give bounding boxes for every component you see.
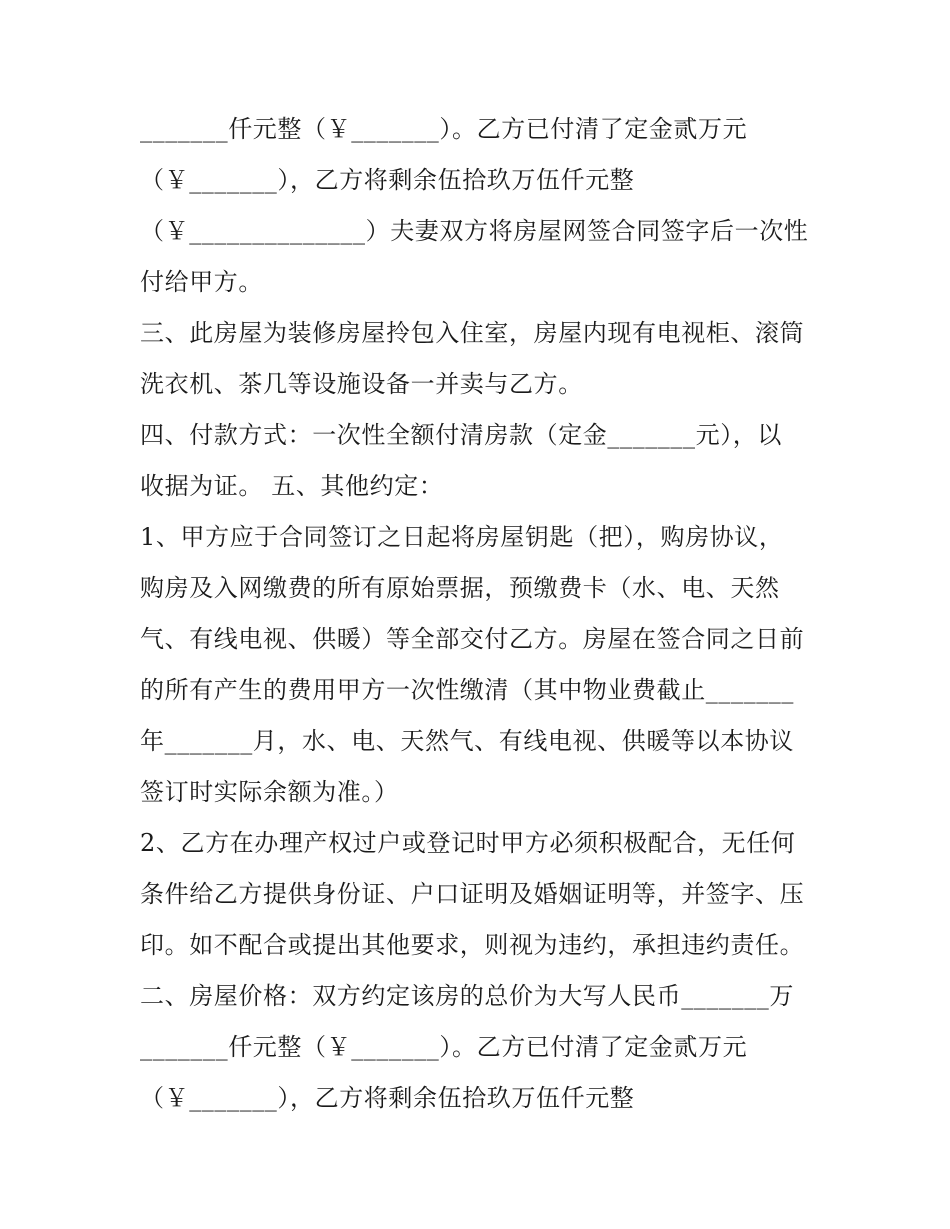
text-line: 购房及入网缴费的所有原始票据，预缴费卡（水、电、天然 [140, 574, 780, 602]
document-body [140, 104, 820, 1124]
text-line: _______仟元整（￥_______）。乙方已付清了定金贰万元 [140, 115, 748, 143]
text-line: 条件给乙方提供身份证、户口证明及婚姻证明等，并签字、压 [140, 880, 805, 908]
text-line: _______仟元整（￥_______）。乙方已付清了定金贰万元 [140, 1033, 748, 1061]
text-line: 洗衣机、茶几等设施设备一并卖与乙方。 [140, 370, 583, 398]
text-line: 的所有产生的费用甲方一次性缴清（其中物业费截止_______ [140, 676, 794, 704]
text-line: 印。如不配合或提出其他要求，则视为违约，承担违约责任。 [140, 931, 805, 959]
text-line: （￥_______），乙方将剩余伍拾玖万伍仟元整 [140, 1084, 635, 1112]
text-line: 签订时实际余额为准。） [140, 778, 399, 806]
text-line: 四、付款方式：一次性全额付清房款（定金_______元），以 [140, 421, 782, 449]
text-line: 1、甲方应于合同签订之日起将房屋钥匙（把），购房协议， [140, 523, 784, 551]
text-line: （￥______________）夫妻双方将房屋网签合同签字后一次性 [140, 217, 809, 245]
text-line: 气、有线电视、供暖）等全部交付乙方。房屋在签合同之日前 [140, 625, 805, 653]
text-line: 二、房屋价格：双方约定该房的总价为大写人民币_______万 [140, 982, 794, 1010]
text-line: 2、乙方在办理产权过户或登记时甲方必须积极配合，无任何 [140, 829, 796, 857]
text-line: 三、此房屋为装修房屋拎包入住室，房屋内现有电视柜、滚筒 [140, 319, 805, 347]
text-line: （￥_______），乙方将剩余伍拾玖万伍仟元整 [140, 166, 635, 194]
text-line: 收据为证。 五、其他约定： [140, 472, 444, 500]
text-line: 付给甲方。 [140, 268, 263, 296]
text-line: 年_______月，水、电、天然气、有线电视、供暖等以本协议 [140, 727, 794, 755]
